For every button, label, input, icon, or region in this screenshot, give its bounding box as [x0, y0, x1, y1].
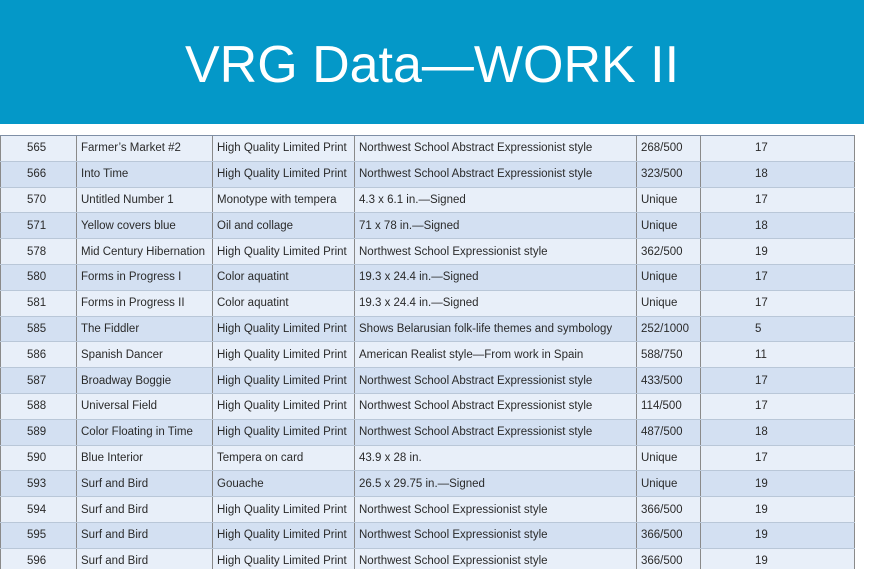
- cell-medium: High Quality Limited Print: [213, 393, 355, 419]
- cell-count: 18: [701, 419, 855, 445]
- cell-count: 19: [701, 497, 855, 523]
- cell-medium: High Quality Limited Print: [213, 342, 355, 368]
- cell-title: Spanish Dancer: [77, 342, 213, 368]
- table-row: [1, 187, 855, 213]
- table-row: [1, 393, 855, 419]
- cell-edition: 252/1000: [637, 316, 701, 342]
- cell-work-id: 578: [1, 239, 77, 265]
- cell-count: 11: [701, 342, 855, 368]
- table-body: [1, 136, 855, 569]
- cell-medium: Color aquatint: [213, 264, 355, 290]
- cell-medium: Gouache: [213, 471, 355, 497]
- cell-description: Northwest School Abstract Expressionist style: [355, 393, 637, 419]
- cell-title: Forms in Progress II: [77, 290, 213, 316]
- cell-description: Shows Belarusian folk-life themes and symbology: [355, 316, 637, 342]
- cell-description: Northwest School Expressionist style: [355, 239, 637, 265]
- cell-work-id: 571: [1, 213, 77, 239]
- cell-description: Northwest School Abstract Expressionist style: [355, 161, 637, 187]
- table-row: [1, 419, 855, 445]
- cell-medium: High Quality Limited Print: [213, 316, 355, 342]
- cell-title: Universal Field: [77, 393, 213, 419]
- cell-count: 17: [701, 136, 855, 162]
- cell-work-id: 593: [1, 471, 77, 497]
- cell-medium: High Quality Limited Print: [213, 419, 355, 445]
- cell-edition: 323/500: [637, 161, 701, 187]
- cell-edition: Unique: [637, 187, 701, 213]
- cell-title: Color Floating in Time: [77, 419, 213, 445]
- cell-description: 19.3 x 24.4 in.—Signed: [355, 264, 637, 290]
- cell-work-id: 595: [1, 522, 77, 548]
- cell-title: Forms in Progress I: [77, 264, 213, 290]
- work-table: [0, 135, 855, 569]
- cell-description: 26.5 x 29.75 in.—Signed: [355, 471, 637, 497]
- cell-description: 4.3 x 6.1 in.—Signed: [355, 187, 637, 213]
- cell-count: 18: [701, 213, 855, 239]
- table-row: [1, 497, 855, 523]
- cell-edition: 268/500: [637, 136, 701, 162]
- cell-title: Farmer’s Market #2: [77, 136, 213, 162]
- cell-work-id: 580: [1, 264, 77, 290]
- cell-medium: High Quality Limited Print: [213, 497, 355, 523]
- cell-work-id: 570: [1, 187, 77, 213]
- cell-edition: Unique: [637, 264, 701, 290]
- cell-medium: High Quality Limited Print: [213, 548, 355, 569]
- cell-title: Surf and Bird: [77, 548, 213, 569]
- cell-title: Surf and Bird: [77, 471, 213, 497]
- cell-title: Mid Century Hibernation: [77, 239, 213, 265]
- cell-work-id: 566: [1, 161, 77, 187]
- cell-description: 19.3 x 24.4 in.—Signed: [355, 290, 637, 316]
- cell-edition: Unique: [637, 290, 701, 316]
- table-row: [1, 239, 855, 265]
- cell-count: 17: [701, 393, 855, 419]
- cell-title: Into Time: [77, 161, 213, 187]
- cell-work-id: 587: [1, 368, 77, 394]
- cell-edition: Unique: [637, 445, 701, 471]
- cell-description: Northwest School Expressionist style: [355, 522, 637, 548]
- cell-edition: 366/500: [637, 522, 701, 548]
- table-row: [1, 368, 855, 394]
- cell-medium: Oil and collage: [213, 213, 355, 239]
- cell-title: Surf and Bird: [77, 497, 213, 523]
- cell-description: Northwest School Abstract Expressionist style: [355, 368, 637, 394]
- cell-description: 43.9 x 28 in.: [355, 445, 637, 471]
- cell-description: Northwest School Expressionist style: [355, 548, 637, 569]
- cell-description: Northwest School Expressionist style: [355, 497, 637, 523]
- cell-edition: 433/500: [637, 368, 701, 394]
- table-row: [1, 161, 855, 187]
- cell-title: Untitled Number 1: [77, 187, 213, 213]
- cell-work-id: 596: [1, 548, 77, 569]
- cell-count: 18: [701, 161, 855, 187]
- cell-count: 17: [701, 290, 855, 316]
- table-row: [1, 290, 855, 316]
- table-row: [1, 522, 855, 548]
- cell-description: Northwest School Abstract Expressionist style: [355, 136, 637, 162]
- cell-edition: 114/500: [637, 393, 701, 419]
- cell-work-id: 588: [1, 393, 77, 419]
- cell-edition: Unique: [637, 471, 701, 497]
- cell-description: 71 x 78 in.—Signed: [355, 213, 637, 239]
- table-row: [1, 264, 855, 290]
- table-row: [1, 548, 855, 569]
- cell-work-id: 585: [1, 316, 77, 342]
- cell-count: 19: [701, 522, 855, 548]
- cell-count: 17: [701, 264, 855, 290]
- page-title: VRG Data—WORK II: [184, 36, 680, 94]
- cell-title: Yellow covers blue: [77, 213, 213, 239]
- table-row: [1, 342, 855, 368]
- table-row: [1, 471, 855, 497]
- cell-title: Blue Interior: [77, 445, 213, 471]
- table-row: [1, 136, 855, 162]
- cell-count: 19: [701, 471, 855, 497]
- cell-edition: 362/500: [637, 239, 701, 265]
- cell-count: 5: [701, 316, 855, 342]
- cell-description: Northwest School Abstract Expressionist style: [355, 419, 637, 445]
- table-row: [1, 213, 855, 239]
- cell-medium: Color aquatint: [213, 290, 355, 316]
- cell-work-id: 589: [1, 419, 77, 445]
- cell-medium: Tempera on card: [213, 445, 355, 471]
- cell-count: 19: [701, 548, 855, 569]
- cell-edition: 487/500: [637, 419, 701, 445]
- cell-work-id: 594: [1, 497, 77, 523]
- work-table-container: [0, 135, 854, 569]
- cell-edition: 366/500: [637, 497, 701, 523]
- cell-title: Surf and Bird: [77, 522, 213, 548]
- title-band: [0, 0, 864, 124]
- cell-medium: High Quality Limited Print: [213, 368, 355, 394]
- cell-title: Broadway Boggie: [77, 368, 213, 394]
- cell-work-id: 581: [1, 290, 77, 316]
- cell-medium: High Quality Limited Print: [213, 239, 355, 265]
- cell-work-id: 586: [1, 342, 77, 368]
- cell-medium: High Quality Limited Print: [213, 136, 355, 162]
- cell-count: 17: [701, 187, 855, 213]
- cell-count: 17: [701, 445, 855, 471]
- cell-medium: Monotype with tempera: [213, 187, 355, 213]
- cell-edition: 588/750: [637, 342, 701, 368]
- cell-edition: 366/500: [637, 548, 701, 569]
- cell-work-id: 590: [1, 445, 77, 471]
- cell-count: 19: [701, 239, 855, 265]
- table-row: [1, 316, 855, 342]
- cell-medium: High Quality Limited Print: [213, 161, 355, 187]
- cell-work-id: 565: [1, 136, 77, 162]
- cell-description: American Realist style—From work in Spain: [355, 342, 637, 368]
- cell-edition: Unique: [637, 213, 701, 239]
- cell-count: 17: [701, 368, 855, 394]
- table-row: [1, 445, 855, 471]
- cell-medium: High Quality Limited Print: [213, 522, 355, 548]
- cell-title: The Fiddler: [77, 316, 213, 342]
